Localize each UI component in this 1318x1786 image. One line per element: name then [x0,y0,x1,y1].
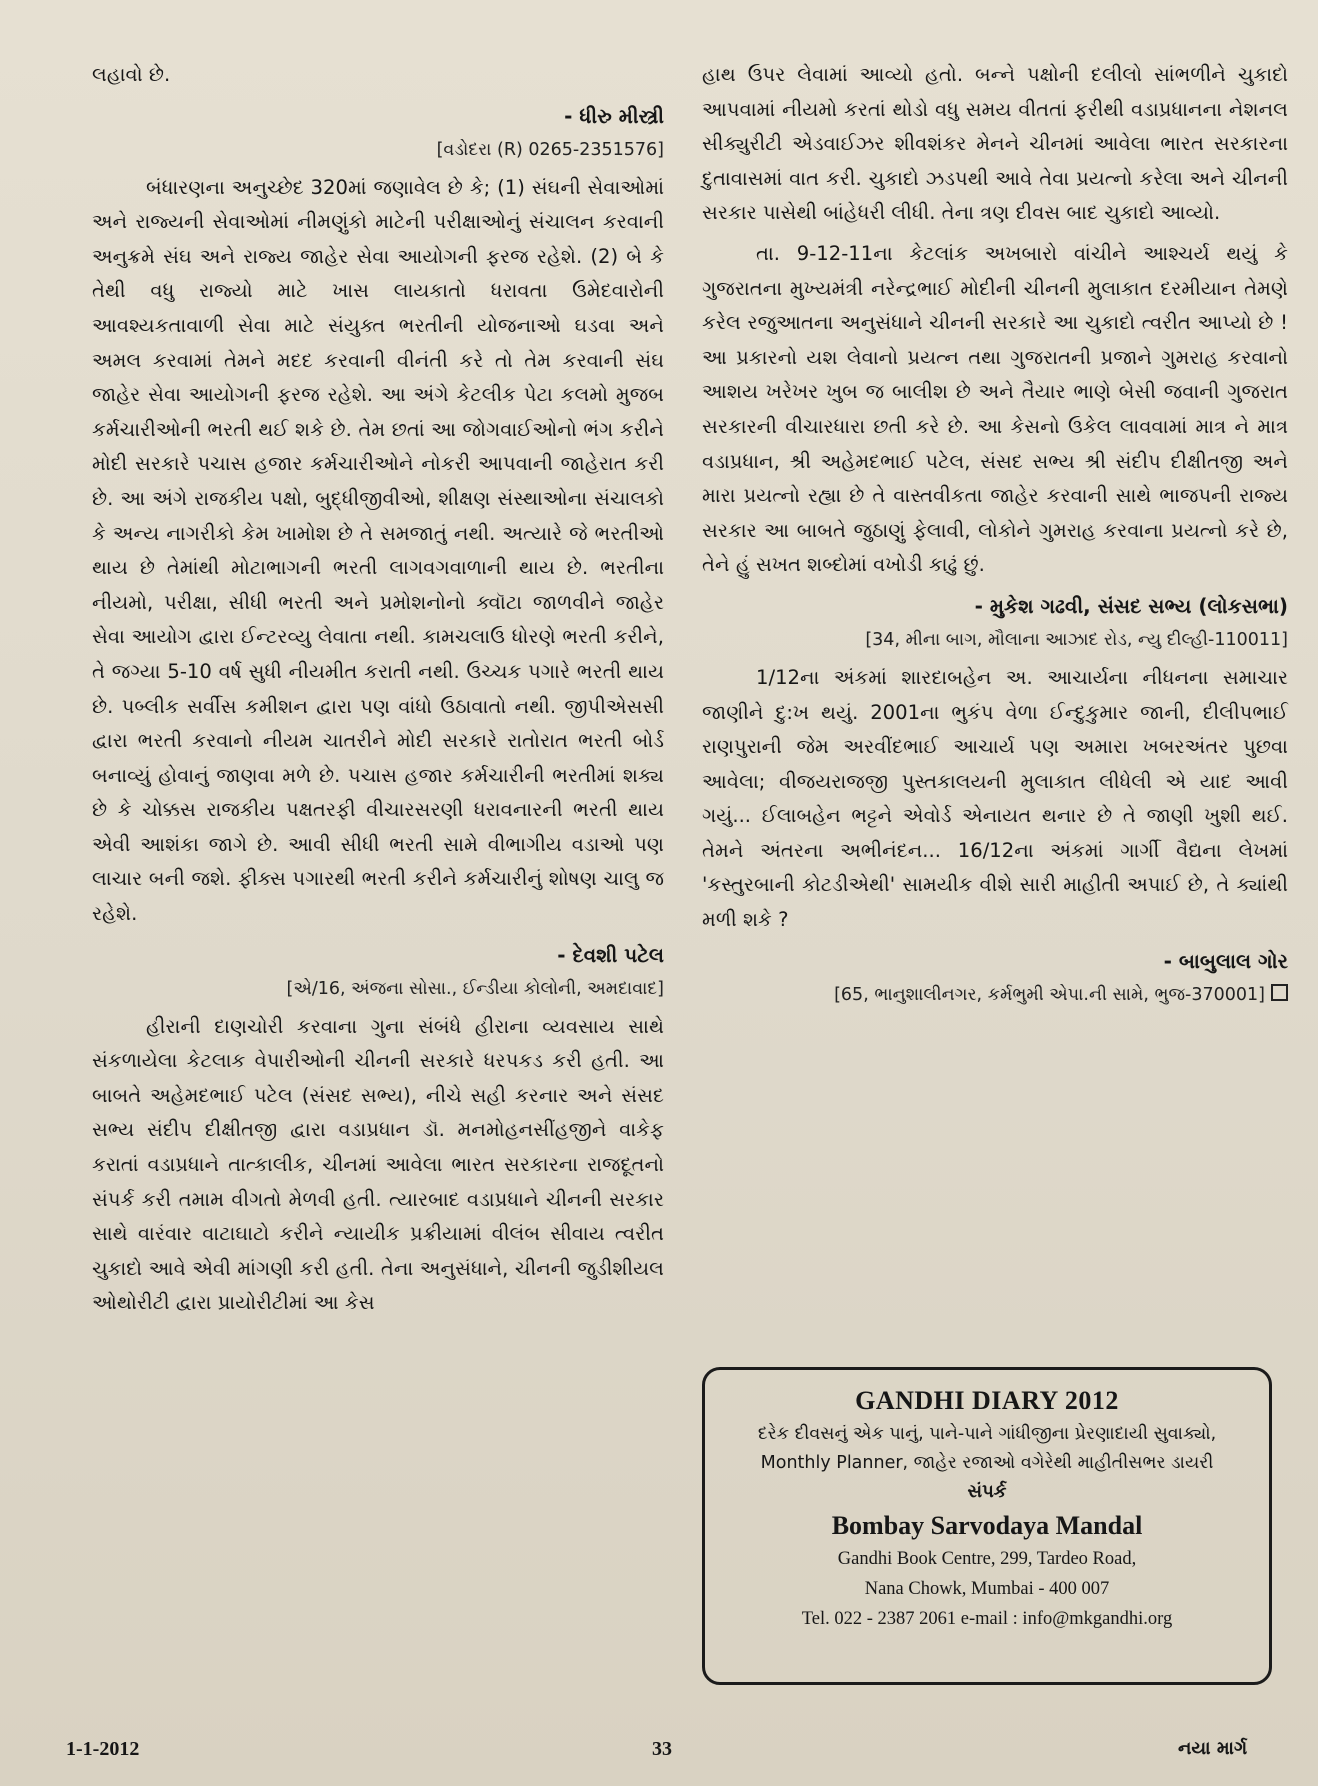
advert-title: GANDHI DIARY 2012 [855,1386,1119,1415]
letter-address [702,980,1288,1010]
right-column [702,58,1288,1016]
advert-telephone: Tel. 022 - 2387 2061 e-mail : info@mkgandhi.org [801,1609,1173,1629]
letter-signature: - ધીરુ મીસ્ત્રી [564,103,664,128]
letter-body: હાથ ઉપર લેવામાં આવ્યો હતો. બન્ને પક્ષોની દલીલો સાંભળીને ચુકાદો આપવામાં નીયમો કરતાં થોડો વધુ સમય વીતતાં ફરીથી વડાપ્રધાનના નેશનલ સીક્યુરીટી એડવાઈઝર શીવશંકર મેનને ચીનમાં આવેલા ભારત સરકારના દુતાવાસમાં વાત કરી. ચુકાદો ઝડપથી આવે તેવા પ્રયત્નો કરેલા અને ચીનની સરકાર પાસેથી બાંહેધરી લીધી. તેના ત્રણ દીવસ બાદ ચુકાદો આવ્યો. [702,63,1288,225]
page-number: 33 [652,1738,672,1760]
letter-body: બંધારણના અનુચ્છેદ 320માં જણાવેલ છે કે; (1) સંઘની સેવાઓમાં અને રાજ્યની સેવાઓમાં નીમણુંકો માટેની પરીક્ષાઓનું સંચાલન કરવાની અનુક્રમે સંઘ અને રાજ્ય જાહેર સેવા આયોગની ફરજ રહેશે. (2) બે કે તેથી વધુ રાજ્યો માટે ખાસ લાયકાતો ધરાવતા ઉમેદવારોની આવશ્યકતાવાળી સેવા માટે સંયુક્ત ભરતીની યોજનાઓ ઘડવા અને અમલ કરવામાં તેમને મદદ કરવાની વીનંતી કરે તો તેમ કરવાની સંઘ જાહેર સેવા આયોગની ફરજ રહેશે. આ અંગે કેટલીક પેટા કલમો મુજબ કર્મચારીઓની ભરતી થઈ શકે છે. તેમ છતાં આ જોગવાઈઓનો ભંગ કરીને મોદી સરકારે પચાસ હજાર કર્મચારીઓને નોકરી આપવાની જાહેરાત કરી છે. આ અંગે રાજકીય પક્ષો, બુદ્ધીજીવીઓ, શીક્ષણ સંસ્થાઓના સંચાલકો કે અન્ય નાગરીકો કેમ ખામોશ છે તે સમજાતું નથી. અત્યારે જે ભરતીઓ થાય છે તેમાંથી મોટાભાગની ભરતી લાગવગવાળાની થાય છે. ભરતીના નીયમો, પરીક્ષા, સીધી ભરતી અને પ્રમોશનોનો ક્વૉટા જાળવીને જાહેર સેવા આયોગ દ્વારા ઈન્ટરવ્યુ લેવાતા નથી. કામચલાઉ ધોરણે ભરતી કરીને, તે જગ્યા 5-10 વર્ષ સુધી નીયમીત કરાતી નથી. ઉચ્ચક પગારે ભરતી થાય છે. પબ્લીક સર્વીસ કમીશન દ્વારા પણ વાંધો ઉઠાવાતો નથી. જીપીએસસી દ્વારા ભરતી કરવાનો નીયમ ચાતરીને મોદી સરકારે રાતોરાત ભરતી બોર્ડ બનાવ્યું હોવાનું જાણવા મળે છે. પચાસ હજાર કર્મચારીની ભરતીમાં શક્ય છે કે ચોક્કસ રાજકીય પક્ષતરફી વીચારસરણી ધરાવનારની ભરતી થાય એવી આશંકા જાગે છે. આવી સીધી ભરતી સામે વીભાગીય વડાઓ પણ લાચાર બની જશે. ફીક્સ પગારથી ભરતી કરીને કર્મચારીનું શોષણ ચાલુ જ રહેશે. [92,175,664,926]
end-mark-icon [1271,984,1288,1001]
letter-body: 1/12ના અંકમાં શારદાબહેન અ. આચાર્યના નીધનના સમાચાર જાણીને દુ:ખ થયું. 2001ના ભુકંપ વેળા ઈન્દુકુમાર જાની, દીલીપભાઈ રાણપુરાની જેમ અરવીંદભાઈ આચાર્ય પણ અમારા ખબરઅંતર પુછવા આવેલા; વીજયરાજજી પુસ્તકાલયની મુલાકાત લીધેલી એ યાદ આવી ગયું... ઈલાબહેન ભટ્ટને એવોર્ડ એનાયત થનાર છે તે જાણી ખુશી થઈ. તેમને અંતરના અભીનંદન... 16/12ના અંકમાં ગાર્ગી વૈદ્યના લેખમાં 'કસ્તુરબાની કોટડીએથી' સામયીક વીશે સારી માહીતી અપાઈ છે, તે ક્યાંથી મળી શકે ? [702,665,1288,932]
left-column [92,58,664,1321]
advert-organisation: Bombay Sarvodaya Mandal [831,1511,1143,1540]
letter-address: [34, મીના બાગ, મૌલાના આઝાદ રોડ, ન્યુ દીલ્હી-110011] [865,629,1288,650]
letter-body: હીરાની દાણચોરી કરવાના ગુના સંબંધે હીરાના વ્યવસાય સાથે સંકળાયેલા કેટલાક વેપારીઓની ચીનની સરકારે ધરપકડ કરી હતી. આ બાબતે અહેમદભાઈ પટેલ (સંસદ સભ્ય), નીચે સહી કરનાર અને સંસદ સભ્ય સંદીપ દીક્ષીતજી દ્વારા વડાપ્રધાન ડૉ. મનમોહનસીંહજીને વાકેફ કરાતાં વડાપ્રધાને તાત્કાલીક, ચીનમાં આવેલા ભારત સરકારના રાજદૂતનો સંપર્ક કરી તમામ વીગતો મેળવી હતી. ત્યારબાદ વડાપ્રધાને ચીનની સરકાર સાથે વારંવાર વાટાઘાટો કરીને ન્યાયીક પ્રક્રીયામાં વીલંબ સીવાય ત્વરીત ચુકાદો આવે એવી માંગણી કરી હતી. તેના અનુસંધાને, ચીનની જુડીશીયલ ઓથોરીટી દ્વારા પ્રાયોરીટીમાં આ કેસ [92,1014,664,1315]
letter-address: [વડોદરા (R) 0265-2351576] [436,139,664,160]
letter-ending: લહાવો છે. [92,63,171,86]
advert-address-line: Gandhi Book Centre, 299, Tardeo Road, [837,1549,1137,1569]
issue-date: 1-1-2012 [66,1738,140,1760]
gandhi-diary-advert [702,1367,1272,1685]
advert-description: દરેક દીવસનું એક પાનું, પાને-પાને ગાંધીજીના પ્રેરણાદાયી સુવાક્યો, Monthly Planner, જાહેર રજાઓ વગેરેથી માહીતીસભર ડાયરી [757,1424,1217,1473]
magazine-name: નયા માર્ગ [1178,1738,1248,1759]
letter-signature: - દેવશી પટેલ [557,942,664,967]
letter-address: [એ/16, અંજના સોસા., ઈન્ડીયા કોલોની, અમદાવાદ] [286,978,664,999]
advert-contact-label: સંપર્ક [967,1481,1007,1502]
letter-body: તા. 9-12-11ના કેટલાંક અખબારો વાંચીને આશ્ચર્ય થયું કે ગુજરાતના મુખ્યમંત્રી નરેન્દ્રભાઈ મોદીની ચીનની મુલાકાત દરમીયાન તેમણે કરેલ રજુઆતના અનુસંધાને ચીનની સરકારે આ ચુકાદો ત્વરીત આપ્યો છે ! આ પ્રકારનો યશ લેવાનો પ્રયત્ન તથા ગુજરાતની પ્રજાને ગુમરાહ કરવાનો આશય ખરેખર ખુબ જ બાલીશ છે અને તૈયાર ભાણે બેસી જવાની ગુજરાત સરકારની વીચારધારા છતી કરે છે. આ કેસનો ઉકેલ લાવવામાં માત્ર ને માત્ર વડાપ્રધાન, શ્રી અહેમદભાઈ પટેલ, સંસદ સભ્ય શ્રી સંદીપ દીક્ષીતજી અને મારા પ્રયત્નો રહ્યા છે તે વાસ્તવીકતા જાહેર કરવાની સાથે ભાજપની રાજ્ય સરકાર આ બાબતે જુઠાણું ફેલાવી, લોકોને ગુમરાહ કરવાના પ્રયત્નો કરે છે, તેને હું સખત શબ્દોમાં વખોડી કાઢું છું. [702,241,1288,577]
letter-signature: - બાબુલાલ ગોર [1163,948,1288,973]
address-text: [65, ભાનુશાલીનગર, કર્મભુમી એપા.ની સામે, ભુજ-370001] [834,984,1265,1005]
letter-signature: - મુકેશ ગઢવી, સંસદ સભ્ય (લોકસભા) [974,593,1288,618]
advert-address-line: Nana Chowk, Mumbai - 400 007 [864,1579,1110,1599]
